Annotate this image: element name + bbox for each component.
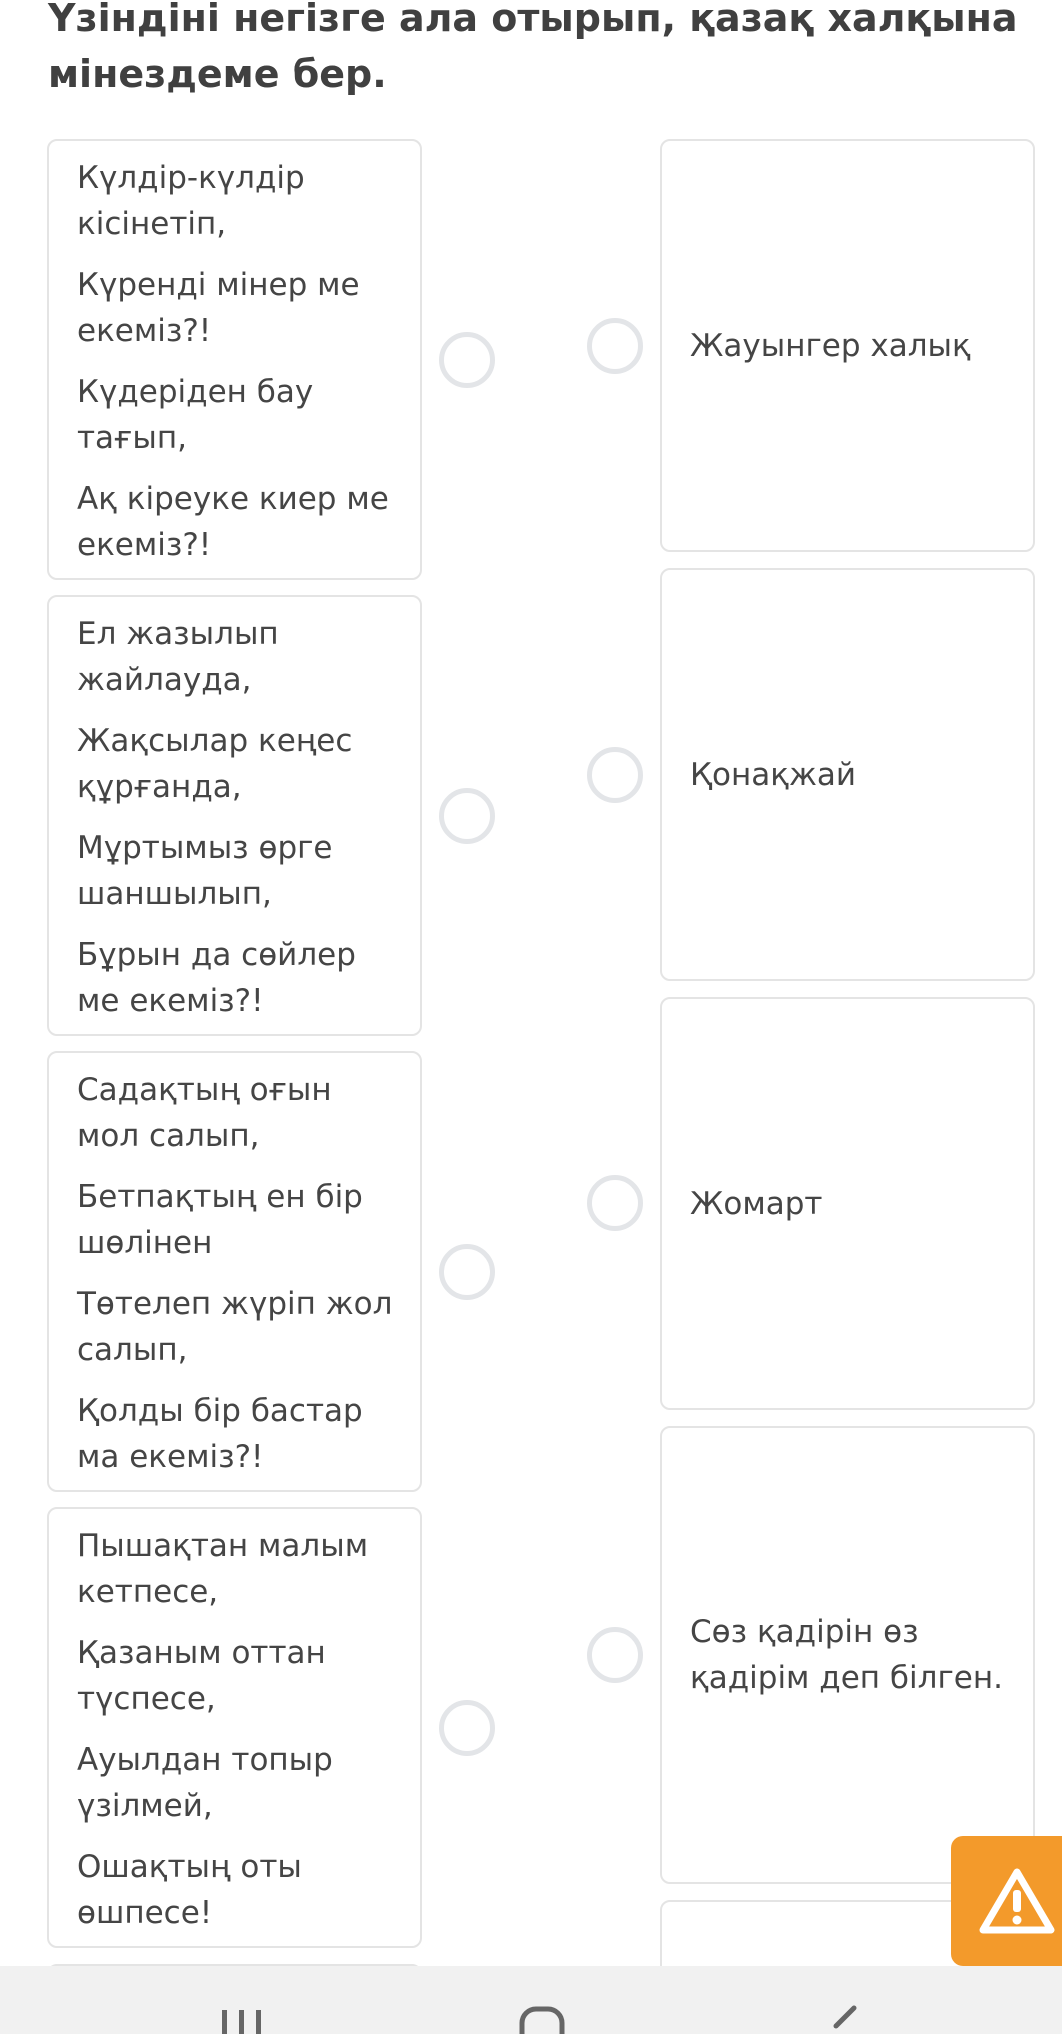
answer-label: Қонақжай — [690, 756, 857, 793]
left-item-1[interactable] — [47, 139, 422, 580]
right-item-4-connector-radio[interactable] — [587, 1627, 643, 1683]
system-navigation-bar — [0, 1966, 1062, 2034]
stanza-line: Бетпақтың ен бір шөлінен — [77, 1179, 363, 1261]
report-problem-button[interactable] — [951, 1836, 1062, 1966]
left-item-1-connector-radio[interactable] — [439, 332, 495, 388]
stanza-line: Ошақтың оты өшпесе! — [77, 1849, 302, 1931]
left-item-3[interactable] — [47, 1051, 422, 1492]
stanza-line: Күлдір-күлдір кісінетіп, — [77, 160, 305, 242]
answer-label: Жомарт — [690, 1185, 823, 1222]
right-item-3[interactable] — [660, 997, 1035, 1410]
stanza-line: Ел жазылып жайлауда, — [77, 616, 279, 698]
stanza-line: Ауылдан топыр үзілмей, — [77, 1742, 333, 1824]
stanza-line: Күдеріден бау тағып, — [77, 374, 314, 456]
warning-triangle-icon — [977, 1866, 1057, 1936]
right-item-1[interactable] — [660, 139, 1035, 552]
left-item-2-connector-radio[interactable] — [439, 788, 495, 844]
stanza-line: Жақсылар кеңес құрғанда, — [77, 723, 353, 805]
stanza-line: Мұртымыз өрге шаншылып, — [77, 830, 333, 912]
back-icon[interactable] — [824, 2004, 864, 2034]
left-item-2[interactable] — [47, 595, 422, 1036]
left-item-3-connector-radio[interactable] — [439, 1244, 495, 1300]
stanza-line: Төтелеп жүріп жол салып, — [77, 1286, 393, 1368]
left-item-4-connector-radio[interactable] — [439, 1700, 495, 1756]
home-icon[interactable] — [518, 2006, 568, 2034]
right-item-3-connector-radio[interactable] — [587, 1175, 643, 1231]
stanza-line: Күренді мінер ме екеміз?! — [77, 267, 360, 349]
stanza-line: Бұрын да сөйлер ме екеміз?! — [77, 937, 356, 1019]
stanza-line: Садақтың оғын мол салып, — [77, 1072, 332, 1154]
stanza-line: Пышақтан малым кетпесе, — [77, 1528, 369, 1610]
question-title: Үзіндіні негізге ала отырып, қазақ халқына мінездеме бер. — [48, 0, 1018, 96]
stanza-line: Ақ кіреуке киер ме екеміз?! — [77, 481, 389, 563]
answer-label: Сөз қадірін өз қадірім деп білген. — [690, 1614, 1003, 1696]
left-item-4[interactable] — [47, 1507, 422, 1948]
right-item-2[interactable] — [660, 568, 1035, 981]
recent-apps-icon[interactable] — [218, 2008, 266, 2034]
stanza-line: Қолды бір бастар ма екеміз?! — [77, 1393, 363, 1475]
right-item-4[interactable] — [660, 1426, 1035, 1884]
stanza-line: Қазаным оттан түспесе, — [77, 1635, 326, 1717]
answer-label: Жауынгер халық — [690, 327, 971, 364]
right-item-2-connector-radio[interactable] — [587, 747, 643, 803]
right-item-1-connector-radio[interactable] — [587, 318, 643, 374]
